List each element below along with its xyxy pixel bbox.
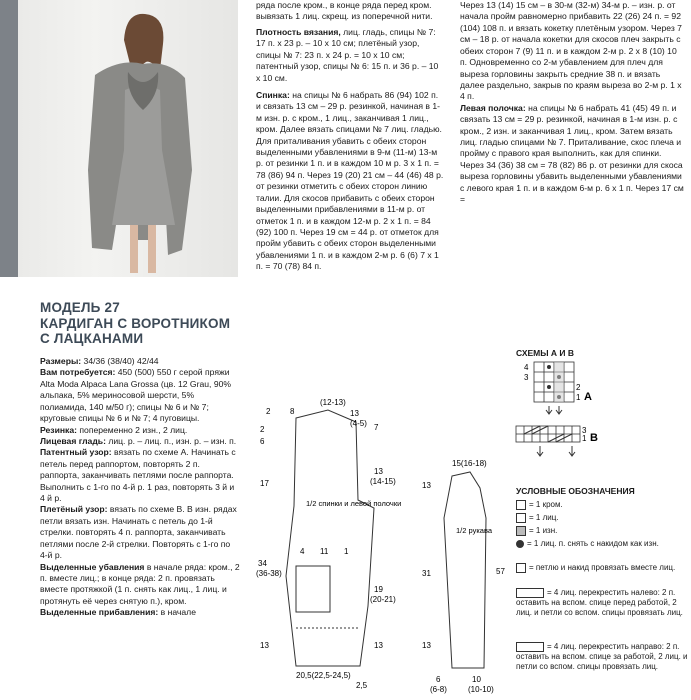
purl-stitch-icon <box>516 526 526 536</box>
chart-b-label: В <box>590 432 598 444</box>
title-line-1: МОДЕЛЬ 27 <box>40 300 120 315</box>
materials-paragraph: Вам потребуется: 450 (500) 550 г серой пряжи Alta Moda Alpaca Lana Grossa (цв. 12 Grau, 90% альпака, 5% мериносовой шерсти, 5% полиамида, 140 м/50 г); спицы № 6 и № 7; круговые спицы № 6 и № 7; 4 пуговицы. <box>40 367 232 424</box>
sleeve-dim-bottom-10-10: (10-10) <box>468 685 494 694</box>
legend-item-purl: = 1 изн. <box>516 526 691 536</box>
body-dim-top-left: 2 <box>266 407 271 416</box>
model-title <box>40 300 240 347</box>
legend-item-cross-left: = 4 лиц. перекрестить налево: 2 п. оставить на вспом. спице перед работой, 2 лиц. и петли со вспом. спицы провязать лиц. <box>516 588 683 618</box>
sleeve-dim-left-31: 31 <box>422 569 431 578</box>
cross-right-icon <box>516 642 544 652</box>
body-dim-left-2: 2 <box>260 425 265 434</box>
chart-b-row-1: 1 <box>582 434 587 443</box>
back-continued: Через 13 (14) 15 см – в 30-м (32-м) 34-м р. – изн. р. от начала пройм равномерно прибавить 22 (26) 24 п. = 92 (104) 108 п. и вязать кокетку плетёным узором. Через 7 см – 18 р. от начала кокетки для скосов плеч закрыть с обеих сторон 7 (9) 11 п. и в каждом 2-м р. 2 x 8 (10) 10 п. Одновременно со 2-м убавлением для плеч для выреза горловины закрыть средние 38 п. и вязать далее раздельно, закрыв по краям выреза во 2-м р. 1 x 4 п. <box>460 0 682 102</box>
sizes-paragraph: Размеры: 34/36 (38/40) 42/44 <box>40 356 159 366</box>
body-dim-right-14: (14-15) <box>370 477 396 486</box>
body-dim-right-7: 7 <box>374 423 379 432</box>
density-paragraph: Плотность вязания, лиц. гладь, спицы № 7: 17 п. x 23 р. – 10 x 10 см; плетёный узор, спицы № 7: 23 п. x 24 р. = 10 x 10 см; патентный узор, спицы № 6: 15 п. и 36 р. – 10 x 10 см. <box>256 26 439 83</box>
chart-a-row-3: 3 <box>524 373 529 382</box>
patterns-title: СХЕМЫ А И В <box>516 348 575 358</box>
decrease-paragraph: Выделенные убавления в начале ряда: кром., 2 п. вместе лиц.; в конце ряда: 2 п. провязать вместе протяжкой (1 п. снять как лиц., 1 лиц. и протянуть её через снятую п.), кром. <box>40 561 240 606</box>
left-front-paragraph: Левая полочка: на спицы № 6 набрать 41 (45) 49 п. и связать 13 см = 29 р. резинкой, начиная в 1-м изн. р. с кром., 2 изн. и заканчивая 1 лиц., кром. Затем вязать лиц. гладью спицами № 7. Приталивание, скос плеча и пройму с правого края выполнить, как для спинки. Через 34 (36) 38 см = 78 (82) 86 р. от резинки для скоса выреза горловины убавить выделенными убавлениями с левого края 1 п. и в каждом 6-м р. 6 x 1 п. Через 17 см = <box>460 102 684 205</box>
sleeve-dim-top: 15(16-18) <box>452 459 487 468</box>
body-dim-top-12: (12-13) <box>320 398 346 407</box>
body-dim-left-6: 6 <box>260 437 265 446</box>
body-schema-label: 1/2 спинки и левой полочки <box>306 499 402 508</box>
body-dim-left-34: 34 <box>258 559 267 568</box>
model-figure-illustration <box>0 0 238 277</box>
pocket-dim-4: 4 <box>300 547 305 556</box>
sleeve-dim-right-57: 57 <box>496 567 505 576</box>
chart-a-row-2: 2 <box>576 383 581 392</box>
legend-title: УСЛОВНЫЕ ОБОЗНАЧЕНИЯ <box>516 486 635 496</box>
legend-item-knit-together: = петлю и накид провязать вместе лиц. <box>516 563 691 573</box>
body-dim-right-13b: 13 <box>374 641 383 650</box>
chart-a-row-1: 1 <box>576 393 581 402</box>
body-dim-left-13: 13 <box>260 641 269 650</box>
cross-left-icon <box>516 588 544 598</box>
chart-a-label: А <box>584 391 592 403</box>
body-dim-right-19: 19 <box>374 585 383 594</box>
chart-b-row-3: 3 <box>582 426 587 435</box>
slip-stitch-icon <box>516 540 524 548</box>
legend-item-edge: = 1 кром. <box>516 500 691 510</box>
model-photo <box>0 0 238 277</box>
body-dim-top-4: (4-5) <box>350 419 367 428</box>
body-dim-bottom-width: 20,5(22,5-24,5) <box>296 671 351 680</box>
sleeve-schema <box>416 458 516 700</box>
stockinette-paragraph: Лицевая гладь: лиц. р. – лиц. п., изн. р. – изн. п. <box>40 435 237 446</box>
legend-item-knit: = 1 лиц. <box>516 513 691 523</box>
pocket-dim-11: 11 <box>320 547 329 556</box>
sleeve-dim-bottom-6-8: (6-8) <box>430 685 447 694</box>
title-line-2: КАРДИГАН С ВОРОТНИКОМ <box>40 315 231 331</box>
title-line-3: С ЛАЦКАНАМИ <box>40 331 144 347</box>
body-dim-bottom-2-5: 2,5 <box>356 681 368 690</box>
body-dim-top-8: 8 <box>290 407 295 416</box>
body-schema <box>256 396 416 700</box>
body-dim-top-13: 13 <box>350 409 359 418</box>
patent-paragraph: Патентный узор: вязать по схеме А. Начинать с петель перед раппортом, повторять 2 п. раппорта, заканчивать петлями после раппорта. Выполнить с 1-го по 4-й р. 1 раз, повторять 3 й и 4 й р. <box>40 447 236 504</box>
sleeve-dim-bottom-10: 10 <box>472 675 481 684</box>
edge-stitch-icon <box>516 500 526 510</box>
body-dim-right-13: 13 <box>374 467 383 476</box>
chart-b <box>516 426 580 442</box>
pocket-dim-1: 1 <box>344 547 349 556</box>
increase-continued: ряда после кром., в конце ряда перед кром. вывязать 1 лиц. скрещ. из поперечной нити. <box>256 0 433 22</box>
pocket-outline <box>296 566 330 612</box>
sleeve-schema-label: 1/2 рукава <box>456 526 493 535</box>
pattern-charts <box>512 360 612 480</box>
rib-paragraph: Резинка: попеременно 2 изн., 2 лиц. <box>40 424 188 435</box>
body-dim-left-36: (36-38) <box>256 569 282 578</box>
instructions-column-1 <box>40 356 240 619</box>
sleeve-dim-bottom-6: 6 <box>436 675 441 684</box>
chart-a-row-4: 4 <box>524 363 529 372</box>
sleeve-dim-left-13: 13 <box>422 481 431 490</box>
body-dim-left-17: 17 <box>260 479 269 488</box>
legend-item-cross-right: = 4 лиц. перекрестить направо: 2 п. оставить на вспом. спице за работой, 2 лиц. и петли со вспом. спицы провязать лиц. <box>516 642 688 672</box>
braid-paragraph: Плетёный узор: вязать по схеме В. В изн. рядах петли вязать изн. Начинать с петель до 1-й стрелки. повторять 4 п. раппорта, заканчивать петлями после 2-й стрелки. Повторять с 1-го по 4-й р. <box>40 504 237 561</box>
knit-stitch-icon <box>516 513 526 523</box>
knit-together-icon <box>516 563 526 573</box>
instructions-column-2 <box>256 0 444 273</box>
instructions-column-3 <box>460 0 686 206</box>
increase-paragraph: Выделенные прибавления: в начале <box>40 607 196 618</box>
legend-item-slip: = 1 лиц. п. снять с накидом как изн. <box>516 539 691 549</box>
back-paragraph: Спинка: на спицы № 6 набрать 86 (94) 102 п. и связать 13 см – 29 р. резинкой, начиная в 1-м изн. р. с кром., 1 лиц., заканчивая 1 лиц., кром. Далее вязать спицами № 7 лиц. гладью. Для приталивания убавить с обеих сторон выделенными убавлениями в 9-м (11-м) 13-м р. от резинки 1 п. и в каждом 10 м р. 3 x 1 п. = 78 (86) 94 п. Через 19 (20) 21 см – 44 (46) 48 р. от резинки отметить с обеих сторон линию талии. Для скосов прибавить с обеих сторон выделенными прибавлениями в 11-м р. от отметок 1 п. и в каждом 12-м р. 2 x 1 п. = 84 (92) 100 п. Через 19 см = 44 р. от отметок для пройм убавить с обеих сторон выделенными убавлениями 1 п. и в каждом 2-м р. 6 (6) 7 x 1 п. = 70 (78) 84 п. <box>256 89 444 272</box>
body-dim-right-20: (20-21) <box>370 595 396 604</box>
sleeve-dim-left-13b: 13 <box>422 641 431 650</box>
sleeve-outline <box>444 472 486 668</box>
